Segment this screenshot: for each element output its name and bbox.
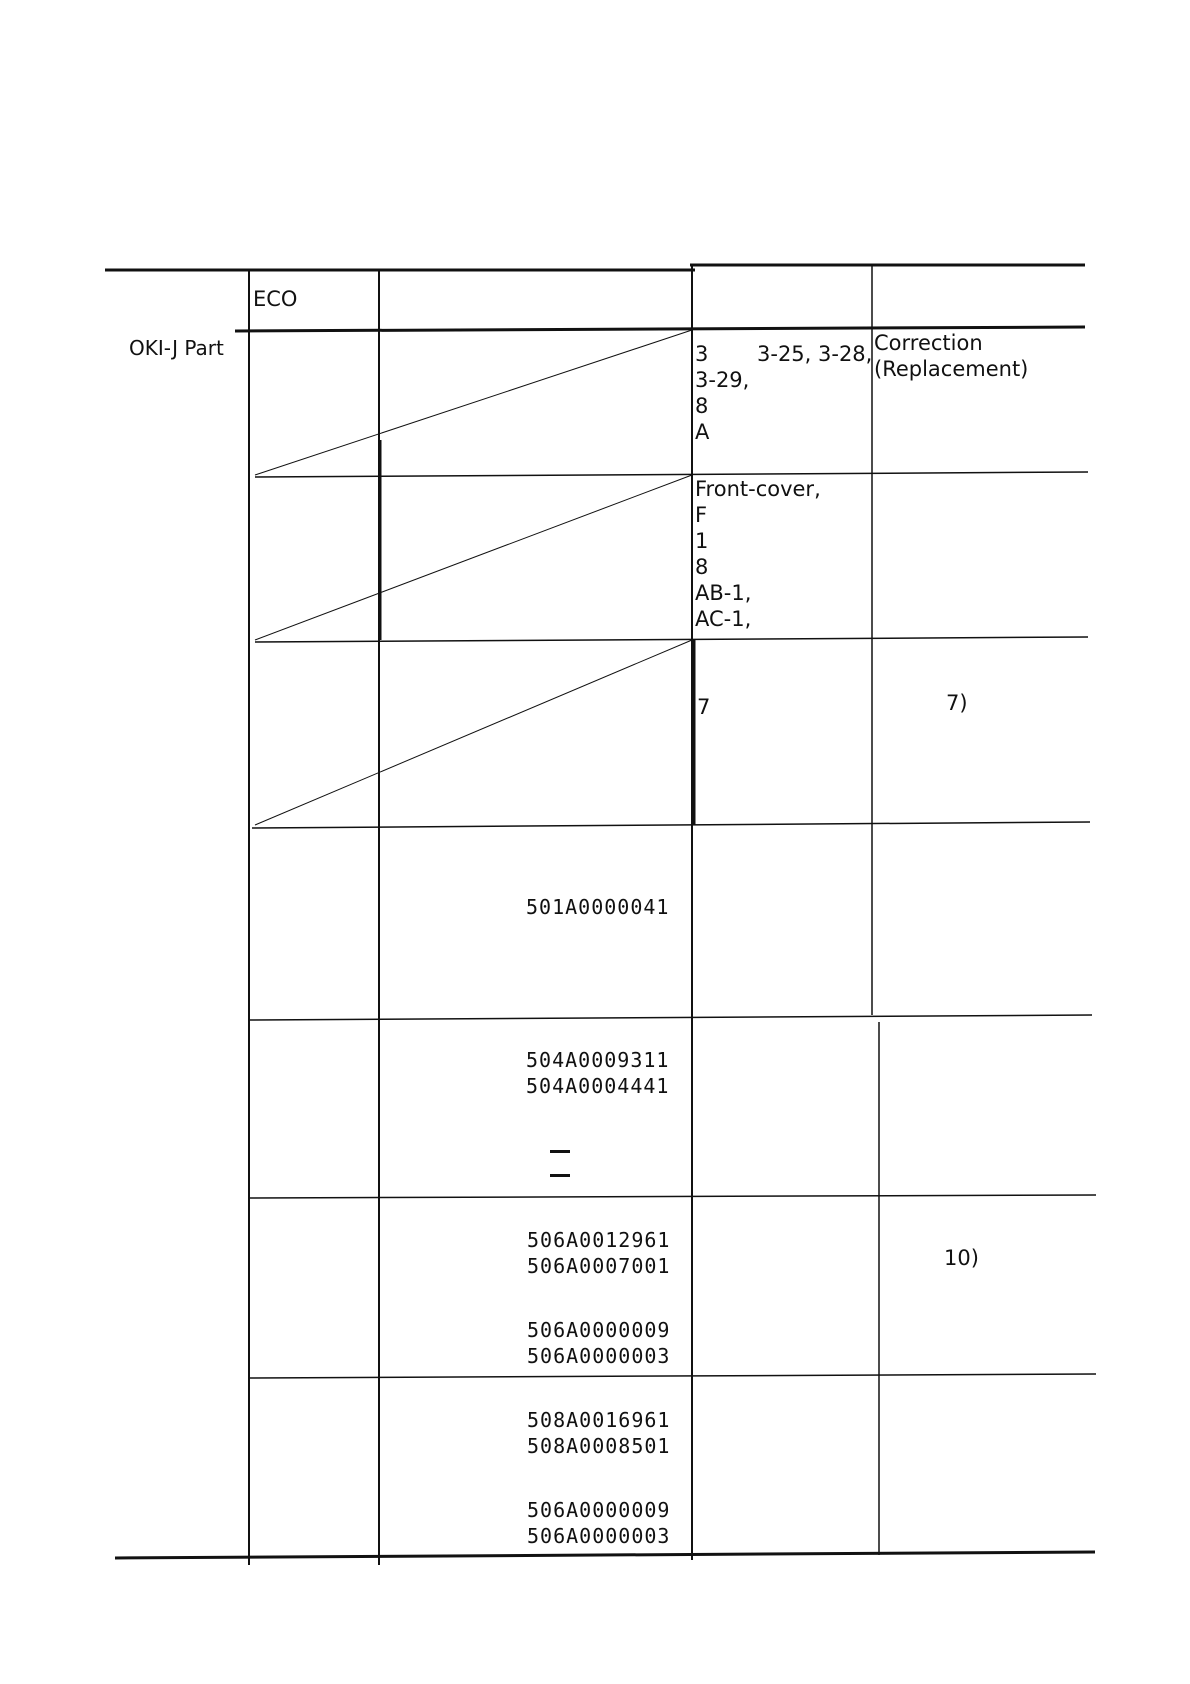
row-7-part-b0: 506A0000009 [527, 1498, 671, 1522]
row-5-part-1: 504A0004441 [526, 1074, 670, 1098]
row-2-page-3: 8 [695, 555, 709, 579]
row-7-part-a0: 508A0016961 [527, 1408, 671, 1432]
row-1-page-extra: 3-25, 3-28, [757, 342, 873, 366]
row-6-remark: 10) [944, 1246, 979, 1270]
side-label: OKI-J Part [129, 336, 224, 360]
row-6-part-a0: 506A0012961 [527, 1228, 671, 1252]
row-6-part-b0: 506A0000009 [527, 1318, 671, 1342]
row-2-page-5: AC-1, [695, 607, 752, 631]
row-3-page-0: 7 [697, 695, 711, 719]
row-1-page-2: 8 [695, 394, 709, 418]
row-7-part-a1: 508A0008501 [527, 1434, 671, 1458]
row-6-part-a1: 506A0007001 [527, 1254, 671, 1278]
row-5-dash-1 [550, 1150, 570, 1153]
row-2-page-1: F [695, 503, 708, 527]
row-6-part-b1: 506A0000003 [527, 1344, 671, 1368]
row-1-page-0: 3 [695, 342, 709, 366]
row-5-part-0: 504A0009311 [526, 1048, 670, 1072]
row-5-dash-2 [550, 1174, 570, 1177]
row-1-page-1: 3-29, [695, 368, 750, 392]
row-2-page-2: 1 [695, 529, 709, 553]
row-1-remark-0: Correction [874, 331, 983, 355]
row-1-page-3: A [695, 420, 710, 444]
row-2-page-0: Front-cover, [695, 477, 821, 501]
row-2-page-4: AB-1, [695, 581, 752, 605]
row-4-part-0: 501A0000041 [526, 895, 670, 919]
row-1-remark-1: (Replacement) [874, 357, 1029, 381]
row-7-part-b1: 506A0000003 [527, 1524, 671, 1548]
header-eco: ECO [253, 287, 298, 311]
row-3-remark: 7) [946, 691, 968, 715]
